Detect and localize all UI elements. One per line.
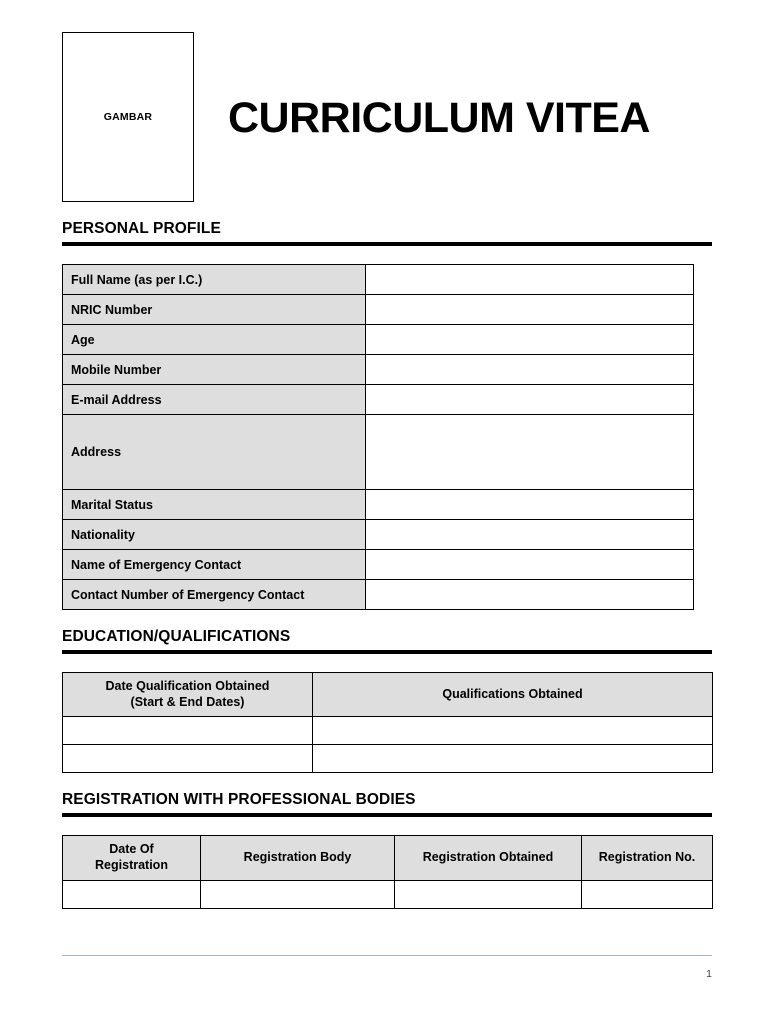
field-label: Age: [63, 325, 366, 355]
registration-table: [62, 835, 713, 908]
field-label: Contact Number of Emergency Contact: [63, 580, 366, 610]
field-value[interactable]: [366, 415, 694, 490]
field-label: Name of Emergency Contact: [63, 550, 366, 580]
education-date-cell[interactable]: [63, 745, 313, 773]
page-title: CURRICULUM VITEA: [228, 94, 650, 142]
section-divider: [62, 242, 712, 246]
footer-divider: [62, 955, 712, 956]
section-heading-personal-profile: PERSONAL PROFILE: [62, 220, 221, 237]
table-row: [63, 325, 694, 355]
table-row: [63, 415, 694, 490]
field-value[interactable]: [366, 355, 694, 385]
field-value[interactable]: [366, 295, 694, 325]
table-row: [63, 295, 694, 325]
field-value[interactable]: [366, 325, 694, 355]
field-label: E-mail Address: [63, 385, 366, 415]
table-row: [63, 580, 694, 610]
registration-obtained-cell[interactable]: [395, 880, 582, 908]
section-education: [0, 628, 768, 773]
table-row: [63, 520, 694, 550]
column-header-date-of-registration: [63, 836, 201, 880]
table-header-row: [63, 836, 713, 880]
field-label: Marital Status: [63, 490, 366, 520]
column-header-registration-no: Registration No.: [582, 836, 713, 880]
field-value[interactable]: [366, 550, 694, 580]
column-header-date-qualification: [63, 673, 313, 717]
field-label: Full Name (as per I.C.): [63, 265, 366, 295]
field-value[interactable]: [366, 520, 694, 550]
column-header-qualifications-obtained: Qualifications Obtained: [313, 673, 713, 717]
section-divider: [62, 650, 712, 654]
registration-body-cell[interactable]: [201, 880, 395, 908]
column-header-line1: Date Qualification Obtained: [105, 679, 270, 693]
personal-profile-table: [62, 264, 694, 610]
registration-date-cell[interactable]: [63, 880, 201, 908]
column-header-registration-obtained: Registration Obtained: [395, 836, 582, 880]
field-value[interactable]: [366, 490, 694, 520]
photo-placeholder-label: GAMBAR: [103, 111, 153, 123]
table-row: [63, 355, 694, 385]
table-row: [63, 550, 694, 580]
table-row: [63, 490, 694, 520]
document-header: [0, 0, 768, 202]
column-header-line2: Registration: [95, 857, 168, 872]
field-value[interactable]: [366, 580, 694, 610]
section-divider: [62, 813, 712, 817]
section-heading-registration: REGISTRATION WITH PROFESSIONAL BODIES: [62, 791, 416, 809]
education-qualification-cell[interactable]: [313, 745, 713, 773]
table-header-row: [63, 673, 713, 717]
table-row: [63, 385, 694, 415]
field-label: Nationality: [63, 520, 366, 550]
column-header-line1: Date Of: [109, 842, 154, 857]
field-value[interactable]: [366, 385, 694, 415]
column-header-line2: (Start & End Dates): [130, 694, 245, 709]
section-personal-profile: [0, 220, 768, 610]
page-number: 1: [706, 968, 712, 980]
field-label: Mobile Number: [63, 355, 366, 385]
section-heading-education: EDUCATION/QUALIFICATIONS: [62, 628, 291, 645]
photo-placeholder-box: [62, 32, 194, 202]
table-row: [63, 745, 713, 773]
field-label: Address: [63, 415, 366, 490]
table-row: [63, 880, 713, 908]
table-row: [63, 265, 694, 295]
column-header-registration-body: Registration Body: [201, 836, 395, 880]
field-label: NRIC Number: [63, 295, 366, 325]
education-table: [62, 672, 713, 773]
education-date-cell[interactable]: [63, 717, 313, 745]
section-registration: [0, 791, 768, 908]
education-qualification-cell[interactable]: [313, 717, 713, 745]
field-value[interactable]: [366, 265, 694, 295]
table-row: [63, 717, 713, 745]
registration-number-cell[interactable]: [582, 880, 713, 908]
